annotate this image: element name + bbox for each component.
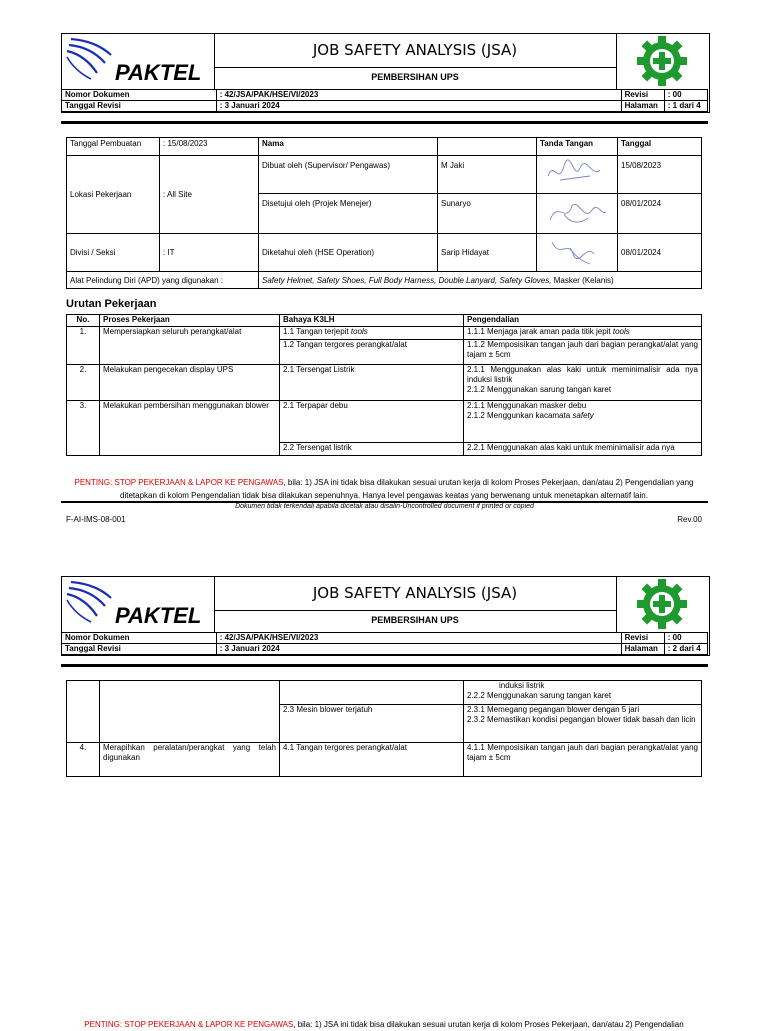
signature-3 (537, 234, 618, 272)
page1-title: JOB SAFETY ANALYSIS (JSA) (214, 33, 617, 68)
form-code: F-AI-IMS-08-001 (66, 515, 126, 524)
page2-gear (616, 576, 708, 632)
section-title: Urutan Pekerjaan (66, 298, 157, 310)
divisi-label: Divisi / Seksi (67, 234, 160, 272)
revisi-tgl-value: : 3 Januari 2024 (216, 644, 621, 655)
brand-name: PAKTEL (115, 60, 202, 85)
step1-bahaya2: 1.2 Tangan tergores perangkat/alat (280, 340, 464, 365)
safety-gear-icon (616, 33, 708, 89)
step3-no: 3. (67, 401, 100, 456)
col-no: No. (67, 315, 100, 327)
revisi-tgl-label: Tanggal Revisi (62, 644, 217, 655)
halaman-label: Halaman (621, 101, 664, 112)
revisi-value: : 00 (664, 633, 707, 644)
ttd-header: Tanda Tangan (537, 138, 618, 156)
step2-no: 2. (67, 365, 100, 401)
tgl-pembuatan-value: : 15/08/2023 (160, 138, 259, 156)
rev-code: Rev.00 (677, 515, 702, 524)
step3-bahaya3: 2.3 Mesin blower terjatuh (280, 705, 464, 743)
page1-logo (61, 33, 215, 89)
dibuat-role: Dibuat oleh (Supervisor/ Pengawas) (259, 156, 438, 194)
swoosh-logo-icon (61, 576, 214, 632)
signature-1 (537, 156, 618, 194)
step4-no: 4. (67, 743, 100, 777)
page2-meta (61, 632, 708, 655)
revisi-value: : 00 (664, 90, 707, 101)
step2-proses: Melakukan pengecekan display UPS (100, 365, 280, 401)
step2-pengendalian: 2.1.1 Menggunakan alas kaki untuk meminimalisir ada nya induksi listrik 2.1.2 Menggunakan sarung tangan karet (464, 365, 702, 401)
step1-pengendalian2: 1.1.2 Memposisikan tangan jauh dari bagian perangkat/alat yang tajam ± 5cm (464, 340, 702, 365)
safety-gear-icon (616, 576, 708, 632)
page1-subtitle: PEMBERSIHAN UPS (214, 67, 617, 89)
halaman-value: : 1 dari 4 (664, 101, 707, 112)
page2-logo (61, 576, 215, 632)
tanggal-header: Tanggal (618, 138, 702, 156)
info-table (66, 137, 702, 289)
col-pengendalian: Pengendalian (464, 315, 702, 327)
revisi-label: Revisi (621, 90, 664, 101)
page2-notice: PENTING: STOP PEKERJAAN & LAPOR KE PENGAWAS, bila: 1) JSA ini tidak bisa dilakukan sesuai urutan kerja di kolom Proses Pekerjaan, dan/atau 2) Pengendalian (84, 1020, 684, 1029)
revisi-tgl-label: Tanggal Revisi (62, 101, 217, 112)
page1-notice: PENTING: STOP PEKERJAAN & LAPOR KE PENGAWAS, bila: 1) JSA ini tidak bisa dilakukan sesuai urutan kerja di kolom Proses Pekerjaan, dan/atau 2) Pengendalian yang ditetapkan di kolom Pengendalian tidak bisa dilakukan sepenuhnya. Hanya level pengawas keatas yang berwenang untuk menetapkan alternatif lain. (74, 478, 694, 500)
step3-proses: Melakukan pembersihan menggunakan blower (100, 401, 280, 456)
header-divider (61, 121, 708, 124)
page2-subtitle: PEMBERSIHAN UPS (214, 610, 617, 632)
signature-2 (537, 194, 618, 234)
nomor-label: Nomor Dokumen (62, 633, 217, 644)
steps-table-page2 (66, 680, 702, 777)
step3-bahaya1: 2.1 Terpapar debu (280, 401, 464, 443)
revisi-label: Revisi (621, 633, 664, 644)
step3-pengendalian2a: 2.2.1 Menggunakan alas kaki untuk meminimalisir ada nya (464, 443, 702, 456)
step3-bahaya2: 2.2 Tersengat listrik (280, 443, 464, 456)
step4-bahaya1: 4.1 Tangan tergores perangkat/alat (280, 743, 464, 777)
step3-pengendalian3: 2.3.1 Memegang pegangan blower dengan 5 jari 2.3.2 Memastikan kondisi pegangan blower tidak basah dan licin (464, 705, 702, 743)
dibuat-name: M Jaki (438, 156, 537, 194)
step1-no: 1. (67, 327, 100, 365)
step2-bahaya1: 2.1 Tersengat Listrik (280, 365, 464, 401)
halaman-value: : 2 dari 4 (664, 644, 707, 655)
step1-pengendalian1: 1.1.1 Menjaga jarak aman pada titik jepit tools (464, 327, 702, 340)
col-proses: Proses Pekerjaan (100, 315, 280, 327)
step1-proses: Mempersiapkan seluruh perangkat/alat (100, 327, 280, 365)
diketahui-name: Sarip Hidayat (438, 234, 537, 272)
apd-value: Safety Helmet, Safety Shoes, Full Body Harness, Double Lanyard, Safety Gloves, Masker (Kelanis) (259, 272, 702, 289)
disetujui-date: 08/01/2024 (618, 194, 702, 234)
page2-title: JOB SAFETY ANALYSIS (JSA) (214, 576, 617, 611)
tgl-pembuatan-label: Tanggal Pembuatan (67, 138, 160, 156)
nama-header: Nama (259, 138, 438, 156)
page1-gear (616, 33, 708, 89)
step3-pengendalian1: 2.1.1 Menggunakan masker debu 2.1.2 Menggunkan kacamata safety (464, 401, 702, 443)
col-bahaya: Bahaya K3LH (280, 315, 464, 327)
page1-meta (61, 89, 708, 112)
nomor-label: Nomor Dokumen (62, 90, 217, 101)
steps-table-page1 (66, 314, 702, 456)
nomor-value: : 42/JSA/PAK/HSE/VI/2023 (216, 633, 621, 644)
uncontrolled-note: Dokumen tidak terkendali apabila dicetak atau disalin-Uncontrolled document if printed or copied (235, 503, 534, 510)
step4-proses: Merapihkan peralatan/perangkat yang telah digunakan (100, 743, 280, 777)
step4-pengendalian1: 4.1.1 Memposisikan tangan jauh dari bagian perangkat/alat yang tajam ± 5cm (464, 743, 702, 777)
brand-name: PAKTEL (115, 603, 202, 628)
step1-bahaya1: 1.1 Tangan terjepit tools (280, 327, 464, 340)
lokasi-label: Lokasi Pekerjaan (67, 156, 160, 234)
divisi-value: : IT (160, 234, 259, 272)
apd-label: Alat Pelindung Diri (APD) yang digunakan : (67, 272, 259, 289)
diketahui-role: Diketahui oleh (HSE Operation) (259, 234, 438, 272)
swoosh-logo-icon (61, 33, 214, 89)
header-divider (61, 664, 708, 667)
lokasi-value: : All Site (160, 156, 259, 234)
disetujui-name: Sunaryo (438, 194, 537, 234)
diketahui-date: 08/01/2024 (618, 234, 702, 272)
revisi-tgl-value: : 3 Januari 2024 (216, 101, 621, 112)
dibuat-date: 15/08/2023 (618, 156, 702, 194)
step3-pengendalian2b: induksi listrik 2.2.2 Menggunakan sarung tangan karet (464, 681, 702, 705)
halaman-label: Halaman (621, 644, 664, 655)
disetujui-role: Disetujui oleh (Projek Menejer) (259, 194, 438, 234)
nomor-value: : 42/JSA/PAK/HSE/VI/2023 (216, 90, 621, 101)
